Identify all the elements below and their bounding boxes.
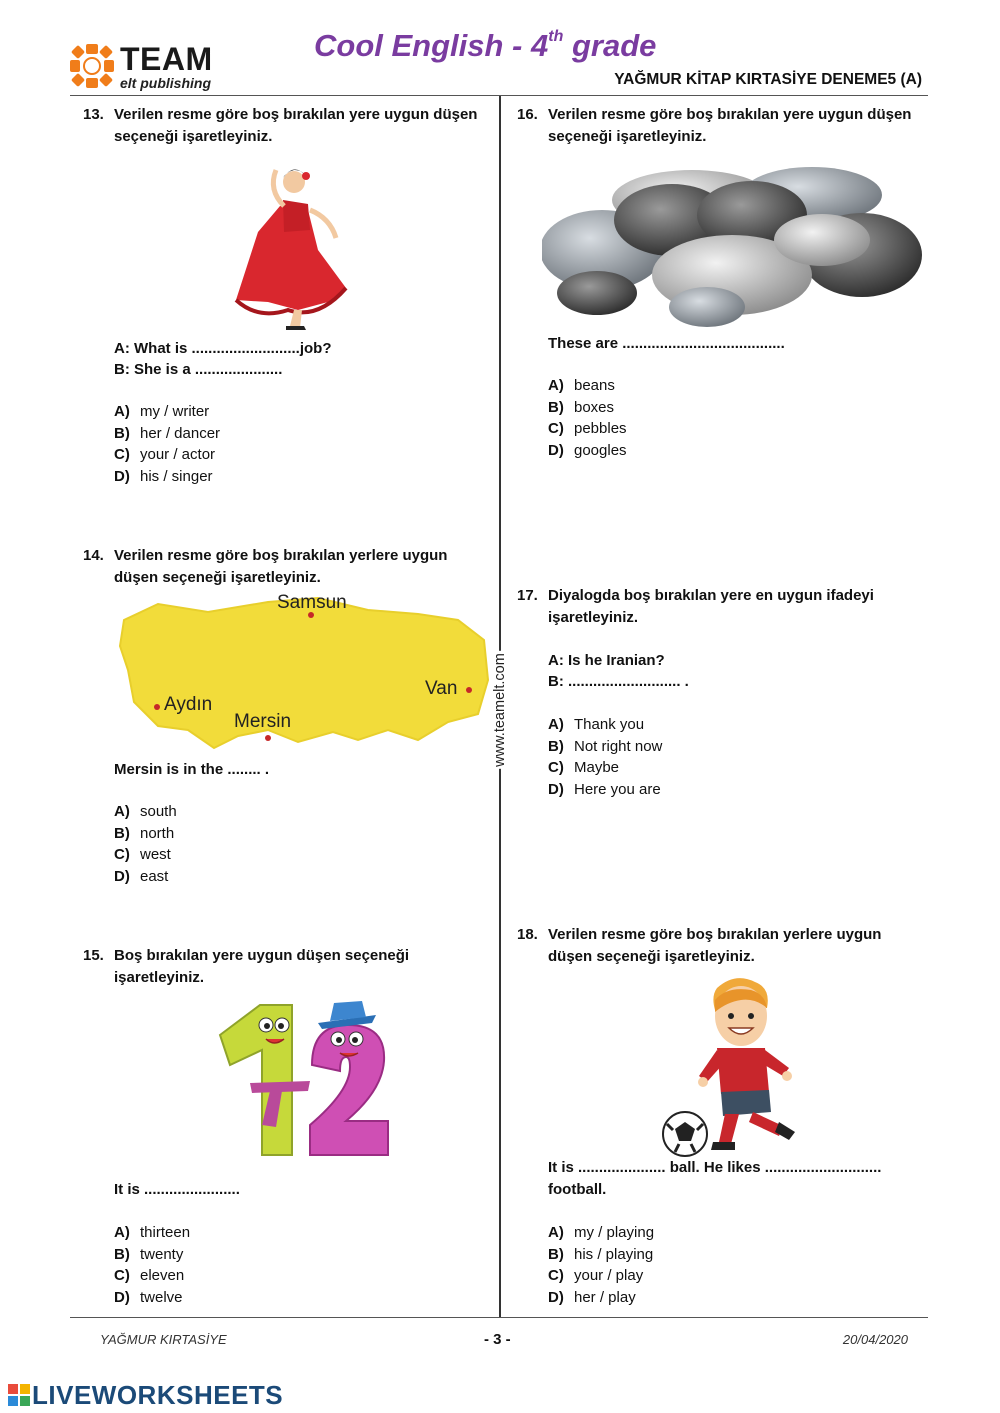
q16-stem: These are ....................................... [548,335,785,352]
footer-date: 20/04/2020 [842,1332,908,1347]
q14-option-b[interactable]: B) north [114,824,175,842]
footer-publisher: YAĞMUR KIRTASİYE [100,1332,227,1347]
page-number: - 3 - [484,1331,511,1348]
q18-stem-line-1: It is ..................... ball. He likes ............................ [548,1159,882,1176]
q14-stem: Mersin is in the ........ . [114,761,270,778]
q16-prompt: Verilen resme göre boş bırakılan yere uygun düşen seçeneği işaretleyiniz. [548,106,912,145]
q16-option-a[interactable]: A) beans [548,377,615,394]
flamenco-dancer-image [228,160,358,332]
q16-option-d[interactable]: D) googles [548,441,627,459]
van-marker [466,687,472,693]
q18-options [548,1222,654,1308]
map-label-van: Van [425,678,458,699]
q13-stem-line-2: B: She is a ..................... [114,361,283,378]
q17-stem-line-2: B: ........................... . [548,673,689,690]
q15-option-a[interactable]: A) thirteen [114,1224,191,1241]
boy-football-image [655,972,815,1158]
q16-option-c[interactable]: C) pebbles [548,420,627,437]
q13-prompt: Verilen resme göre boş bırakılan yere uygun düşen seçeneği işaretleyiniz. [114,106,478,145]
numbers-twelve-image [200,995,400,1170]
liveworksheets-wordmark: LIVEWORKSHEETS [32,1380,284,1410]
q15-number: 15. [83,947,104,964]
page-title: Cool English - 4th grade [314,27,657,63]
team-logo-icon [70,44,114,88]
q13-option-b[interactable]: B) her / dancer [114,424,221,442]
map-label-mersin: Mersin [234,711,292,732]
q15-option-b[interactable]: B) twenty [114,1245,184,1263]
q16-number: 16. [517,106,538,123]
q17-stem-line-1: A: Is he Iranian? [548,652,665,669]
q14-number: 14. [83,547,104,564]
q14-options [114,801,177,887]
q14-prompt: Verilen resme göre boş bırakılan yerlere uygun düşen seçeneği işaretleyiniz. [114,547,448,586]
page-subtitle: YAĞMUR KİTAP KIRTASİYE DENEME5 (A) [614,71,922,88]
liveworksheets-logo-icon [8,1384,30,1406]
q18-number: 18. [517,926,538,943]
logo-subtext: elt publishing [120,75,211,91]
turkey-map-shape [118,590,493,760]
pebbles-image [542,155,924,330]
q18-option-d[interactable]: D) her / play [548,1288,636,1306]
q15-stem: It is ....................... [114,1181,240,1198]
q16-options [548,375,627,461]
q15-prompt: Boş bırakılan yere uygun düşen seçeneği işaretleyiniz. [114,947,410,986]
turkey-map-image [118,590,493,760]
q17-option-d[interactable]: D) Here you are [548,780,661,798]
q13-option-a[interactable]: A) my / writer [114,403,210,420]
q14-option-d[interactable]: D) east [114,867,169,885]
q13-number: 13. [83,106,104,123]
q17-number: 17. [517,587,538,604]
q15-option-d[interactable]: D) twelve [114,1288,183,1306]
q17-option-c[interactable]: C) Maybe [548,759,620,776]
q13-stem-line-1: A: What is ..........................job? [114,340,332,357]
team-logo [70,42,230,94]
q16-option-b[interactable]: B) boxes [548,398,615,416]
q17-prompt: Diyalogda boş bırakılan yere en uygun ifadeyi işaretleyiniz. [548,587,874,626]
footer-divider [70,1317,928,1318]
logo-team-text: TEAM [120,41,213,77]
q13-options [114,401,220,487]
q18-prompt: Verilen resme göre boş bırakılan yerlere uygun düşen seçeneği işaretleyiniz. [548,926,882,965]
q18-option-a[interactable]: A) my / playing [548,1224,655,1241]
q13-option-c[interactable]: C) your / actor [114,446,216,463]
map-label-samsun: Samsun [277,592,347,613]
q18-option-c[interactable]: C) your / play [548,1267,644,1284]
q17-option-a[interactable]: A) Thank you [548,716,645,733]
q14-option-c[interactable]: C) west [114,846,171,863]
q17-option-b[interactable]: B) Not right now [548,737,663,755]
side-url: www.teamelt.com [492,653,508,767]
aydin-marker [154,704,160,710]
q14-option-a[interactable]: A) south [114,803,177,820]
q18-option-b[interactable]: B) his / playing [548,1245,654,1263]
q18-stem-line-2: football. [548,1181,607,1198]
map-label-aydin: Aydın [164,694,213,715]
mersin-marker [265,735,271,741]
q13-option-d[interactable]: D) his / singer [114,467,213,485]
q15-options [114,1222,190,1308]
q15-option-c[interactable]: C) eleven [114,1267,185,1284]
q17-options [548,714,662,800]
